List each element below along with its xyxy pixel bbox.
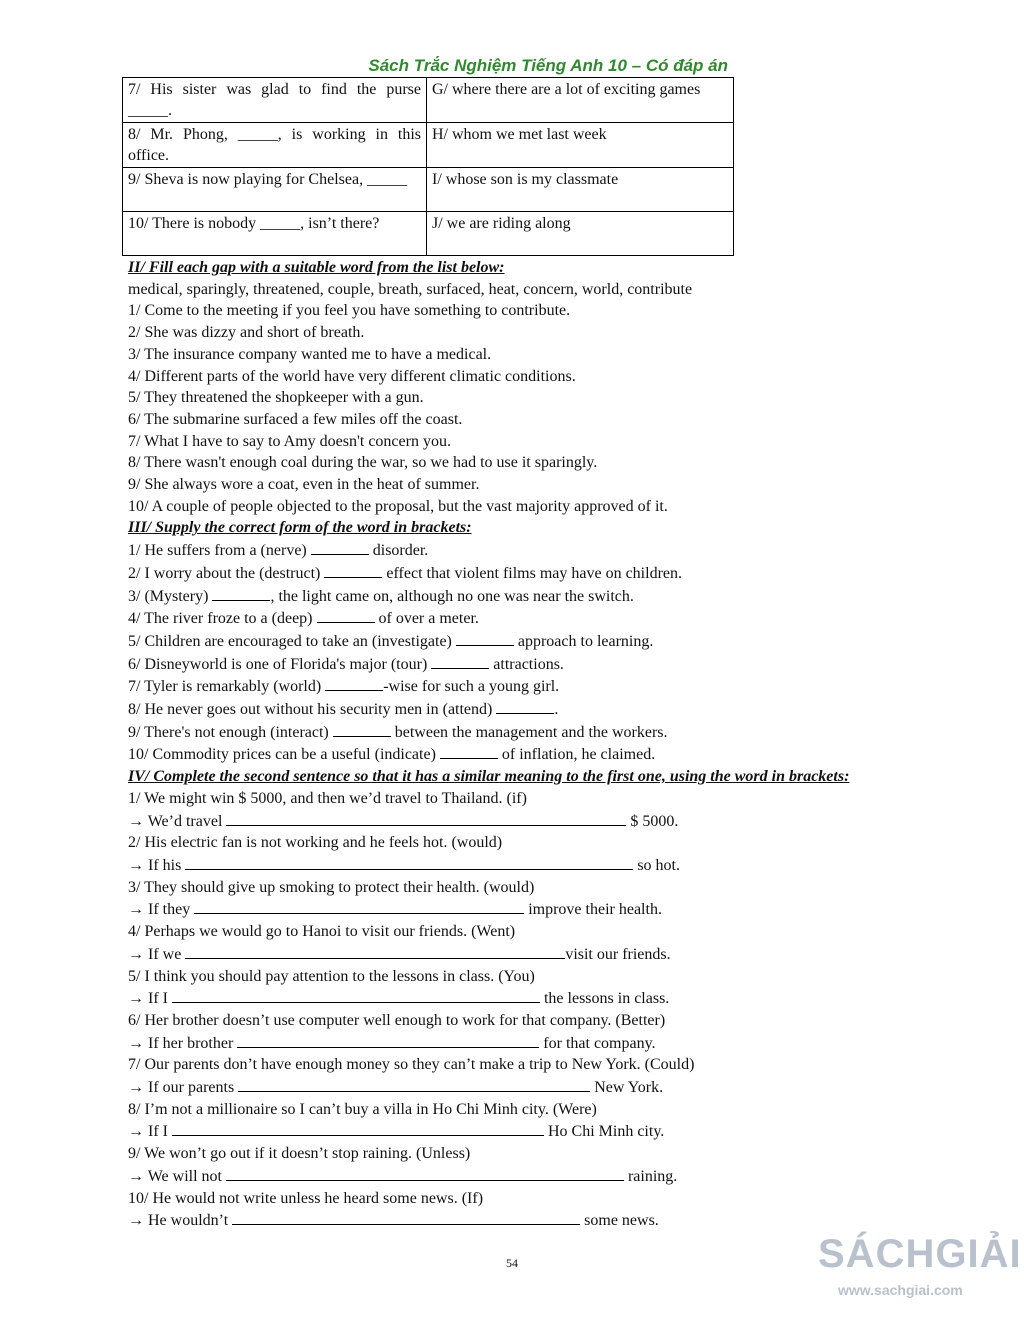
item-text: 6/ Disneyworld is one of Florida's major (tour) xyxy=(128,655,428,673)
list-item xyxy=(128,743,928,766)
page-header: Sách Trắc Nghiệm Tiếng Anh 10 – Có đáp án xyxy=(368,56,728,75)
answer-blank[interactable] xyxy=(333,721,391,737)
list-item xyxy=(128,562,928,585)
item-text: some news. xyxy=(584,1212,659,1230)
item-text: 4/ The river froze to a (deep) xyxy=(128,610,313,628)
item-text: $ 5000. xyxy=(630,812,679,830)
page-number: 54 xyxy=(506,1256,518,1270)
item-text: 9/ There's not enough (interact) xyxy=(128,723,329,741)
list-item: 10/ A couple of people objected to the proposal, but the vast majority approved of it. xyxy=(128,497,668,515)
item-text: → If our parents xyxy=(128,1079,235,1097)
answer-blank[interactable] xyxy=(317,607,375,623)
answer-line xyxy=(128,898,928,921)
answer-line xyxy=(128,854,928,877)
table-cell-left: 7/ His sister was glad to find the purse _____. xyxy=(123,78,427,123)
question-text: 2/ His electric fan is not working and he feels hot. (would) xyxy=(128,834,503,852)
question-text: 4/ Perhaps we would go to Hanoi to visit our friends. (Went) xyxy=(128,923,516,941)
item-text: effect that violent films may have on children. xyxy=(386,564,682,582)
table-cell-right: G/ where there are a lot of exciting games xyxy=(427,78,734,123)
answer-blank[interactable] xyxy=(456,630,514,646)
list-item xyxy=(128,585,928,608)
watermark-url: www.sachgiai.com xyxy=(838,1282,963,1298)
answer-blank[interactable] xyxy=(440,743,498,759)
list-item xyxy=(128,539,928,562)
item-text: . xyxy=(554,701,559,719)
table-cell-left: 8/ Mr. Phong, _____, is working in this office. xyxy=(123,123,427,168)
question-text: 10/ He would not write unless he heard some news. (If) xyxy=(128,1189,484,1207)
section-heading: III/ Supply the correct form of the word in brackets: xyxy=(128,519,472,537)
list-item xyxy=(128,607,928,630)
question-text: 5/ I think you should pay attention to the lessons in class. (You) xyxy=(128,967,535,985)
item-text: 3/ (Mystery) xyxy=(128,587,209,605)
answer-line xyxy=(128,1165,928,1188)
watermark-logo: SÁCHGIẢI xyxy=(818,1232,1022,1276)
list-item xyxy=(128,721,928,744)
answer-blank[interactable] xyxy=(194,898,524,914)
item-text: Ho Chi Minh city. xyxy=(547,1123,665,1141)
item-text: the lessons in class. xyxy=(543,990,670,1008)
answer-blank[interactable] xyxy=(324,562,382,578)
table-row xyxy=(123,78,734,123)
item-text: -wise for such a young girl. xyxy=(383,678,560,696)
answer-blank[interactable] xyxy=(172,987,540,1003)
answer-blank[interactable] xyxy=(232,1209,580,1225)
item-text: → He wouldn’t xyxy=(128,1212,229,1230)
list-item: 2/ She was dizzy and short of breath. xyxy=(128,324,365,342)
table-cell-right: I/ whose son is my classmate xyxy=(427,168,734,212)
section-heading: IV/ Complete the second sentence so that it has a similar meaning to the first one, using the word in brackets: xyxy=(128,768,850,786)
item-text: → We will not xyxy=(128,1167,222,1185)
answer-blank[interactable] xyxy=(431,653,489,669)
item-text: so hot. xyxy=(637,856,680,874)
list-item: 5/ They threatened the shopkeeper with a gun. xyxy=(128,389,424,407)
list-item xyxy=(128,630,928,653)
question-text: 9/ We won’t go out if it doesn’t stop raining. (Unless) xyxy=(128,1145,471,1163)
answer-blank[interactable] xyxy=(311,539,369,555)
item-text: New York. xyxy=(594,1079,664,1097)
list-item xyxy=(128,653,928,676)
table-cell-left: 9/ Sheva is now playing for Chelsea, _____ xyxy=(123,168,427,212)
answer-line xyxy=(128,987,928,1010)
item-text: → If his xyxy=(128,856,182,874)
list-item: 7/ What I have to say to Amy doesn't concern you. xyxy=(128,432,451,450)
word-list: medical, sparingly, threatened, couple, breath, surfaced, heat, concern, world, contribute xyxy=(128,280,693,298)
item-text: → If I xyxy=(128,1123,168,1141)
answer-line xyxy=(128,1209,928,1232)
exercise-content xyxy=(128,257,928,1232)
answer-blank[interactable] xyxy=(212,585,270,601)
item-text: 10/ Commodity prices can be a useful (indicate) xyxy=(128,746,436,764)
item-text: disorder. xyxy=(372,542,429,560)
question-text: 7/ Our parents don’t have enough money so they can’t make a trip to New York. (Could) xyxy=(128,1056,695,1074)
answer-blank[interactable] xyxy=(185,943,565,959)
item-text: 2/ I worry about the (destruct) xyxy=(128,564,321,582)
table-row xyxy=(123,168,734,212)
item-text: 1/ He suffers from a (nerve) xyxy=(128,542,307,560)
item-text: approach to learning. xyxy=(517,632,654,650)
answer-line xyxy=(128,1032,928,1055)
item-text: , the light came on, although no one was near the switch. xyxy=(270,587,634,605)
item-text: → If her brother xyxy=(128,1034,234,1052)
question-text: 1/ We might win $ 5000, and then we’d travel to Thailand. (if) xyxy=(128,789,527,807)
answer-blank[interactable] xyxy=(226,1165,624,1181)
answer-blank[interactable] xyxy=(226,810,626,826)
table-cell-right: J/ we are riding along xyxy=(427,212,734,256)
item-text: 5/ Children are encouraged to take an (investigate) xyxy=(128,632,452,650)
answer-line xyxy=(128,810,928,833)
item-text: 7/ Tyler is remarkably (world) xyxy=(128,678,322,696)
answer-line xyxy=(128,1120,928,1143)
item-text: → If they xyxy=(128,901,191,919)
answer-blank[interactable] xyxy=(185,854,633,870)
list-item: 9/ She always wore a coat, even in the heat of summer. xyxy=(128,476,480,494)
list-item: 1/ Come to the meeting if you feel you have something to contribute. xyxy=(128,302,571,320)
answer-line xyxy=(128,1076,928,1099)
list-item xyxy=(128,675,928,698)
question-text: 8/ I’m not a millionaire so I can’t buy a villa in Ho Chi Minh city. (Were) xyxy=(128,1100,597,1118)
watermark xyxy=(818,1232,1022,1298)
list-item: 8/ There wasn't enough coal during the war, so we had to use it sparingly. xyxy=(128,454,598,472)
list-item: 6/ The submarine surfaced a few miles off the coast. xyxy=(128,410,463,428)
item-text: → We’d travel xyxy=(128,812,223,830)
answer-line xyxy=(128,943,928,966)
table-cell-right: H/ whom we met last week xyxy=(427,123,734,168)
item-text: raining. xyxy=(627,1167,678,1185)
answer-blank[interactable] xyxy=(237,1032,539,1048)
list-item xyxy=(128,698,928,721)
item-text: → If we xyxy=(128,945,182,963)
question-text: 3/ They should give up smoking to protect their health. (would) xyxy=(128,878,535,896)
question-text: 6/ Her brother doesn’t use computer well enough to work for that company. (Better) xyxy=(128,1011,666,1029)
item-text: attractions. xyxy=(493,655,564,673)
item-text: between the management and the workers. xyxy=(394,723,668,741)
item-text: → If I xyxy=(128,990,168,1008)
table-row xyxy=(123,212,734,256)
item-text: of over a meter. xyxy=(378,610,479,628)
table-cell-left: 10/ There is nobody _____, isn’t there? xyxy=(123,212,427,256)
item-text: visit our friends. xyxy=(565,945,671,963)
item-text: improve their health. xyxy=(528,901,662,919)
answer-blank[interactable] xyxy=(325,675,383,691)
table-row xyxy=(123,123,734,168)
answer-blank[interactable] xyxy=(496,698,554,714)
item-text: of inflation, he claimed. xyxy=(501,746,656,764)
list-item: 3/ The insurance company wanted me to have a medical. xyxy=(128,345,492,363)
matching-table xyxy=(122,77,734,256)
item-text: for that company. xyxy=(543,1034,656,1052)
list-item: 4/ Different parts of the world have very different climatic conditions. xyxy=(128,367,576,385)
item-text: 8/ He never goes out without his security men in (attend) xyxy=(128,701,493,719)
answer-blank[interactable] xyxy=(172,1120,544,1136)
section-heading: II/ Fill each gap with a suitable word from the list below: xyxy=(128,259,505,276)
answer-blank[interactable] xyxy=(238,1076,590,1092)
